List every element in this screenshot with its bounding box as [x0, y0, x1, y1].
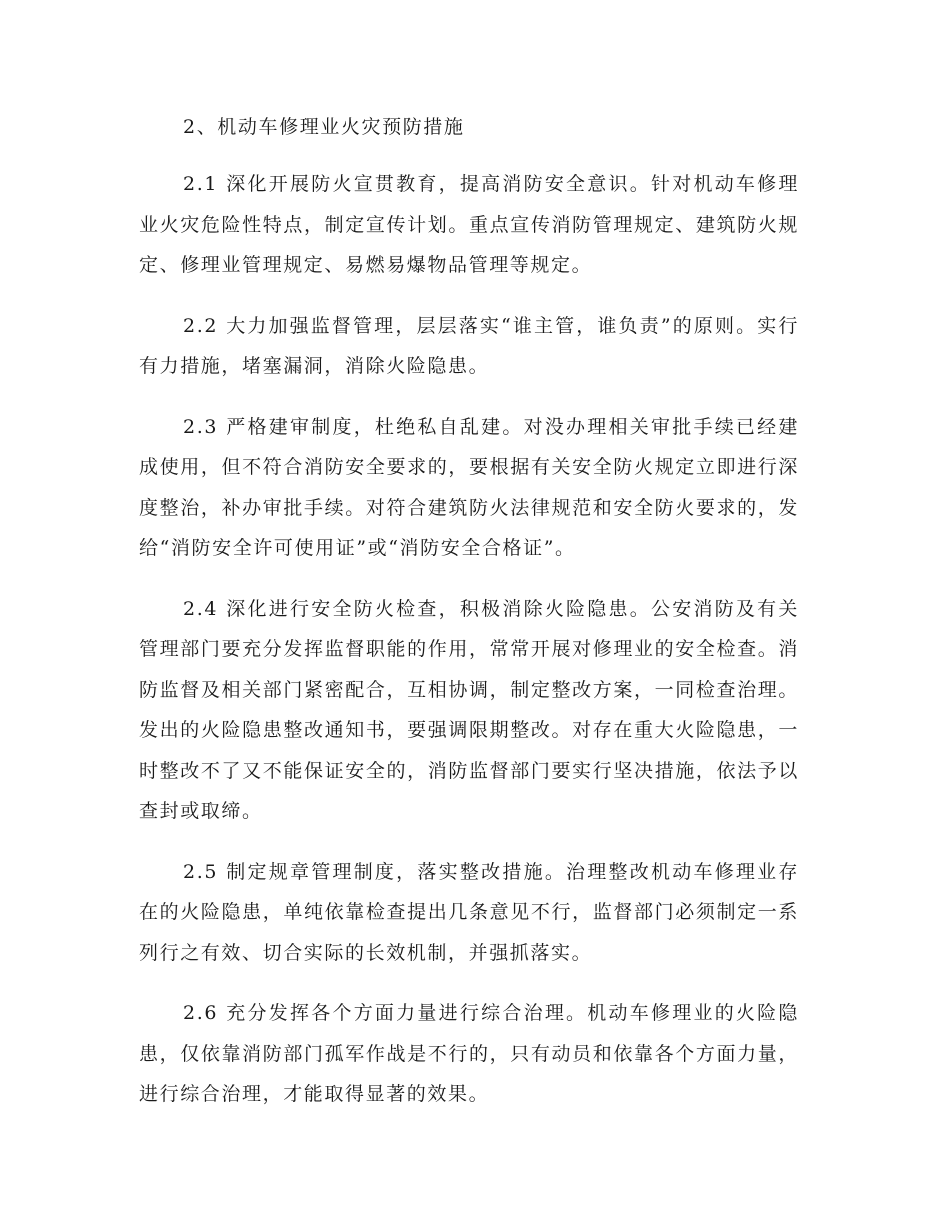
paragraph-2-1: 2.1 深化开展防火宣贯教育，提高消防安全意识。针对机动车修理业火灾危险性特点，制定宣传计划。重点宣传消防管理规定、建筑防火规定、修理业管理规定、易燃易爆物品管理等规定。 — [139, 173, 799, 276]
section-heading: 2、机动车修理业火灾预防措施 — [183, 116, 465, 138]
document-body — [139, 110, 799, 1135]
paragraph-2-2: 2.2 大力加强监督管理，层层落实“谁主管，谁负责”的原则。实行有力措施，堵塞漏洞，消除火险隐患。 — [139, 314, 799, 377]
paragraph-2-3: 2.3 严格建审制度，杜绝私自乱建。对没办理相关审批手续已经建成使用，但不符合消防安全要求的，要根据有关安全防火规定立即进行深度整治，补办审批手续。对符合建筑防火法律规范和安全防火要求的，发给“消防安全许可使用证”或“消防安全合格证”。 — [139, 415, 799, 559]
paragraph-2-6: 2.6 充分发挥各个方面力量进行综合治理。机动车修理业的火险隐患，仅依靠消防部门孤军作战是不行的，只有动员和依靠各个方面力量，进行综合治理，才能取得显著的效果。 — [139, 1002, 799, 1105]
paragraph-2-4: 2.4 深化进行安全防火检查，积极消除火险隐患。公安消防及有关管理部门要充分发挥监督职能的作用，常常开展对修理业的安全检查。消防监督及相关部门紧密配合，互相协调，制定整改方案，一同检查治理。发出的火险隐患整改通知书，要强调限期整改。对存在重大火险隐患，一时整改不了又不能保证安全的，消防监督部门要实行坚决措施，依法予以查封或取缔。 — [139, 597, 799, 822]
paragraph-2-5: 2.5 制定规章管理制度，落实整改措施。治理整改机动车修理业存在的火险隐患，单纯依靠检查提出几条意见不行，监督部门必须制定一系列行之有效、切合实际的长效机制，并强抓落实。 — [139, 860, 799, 964]
